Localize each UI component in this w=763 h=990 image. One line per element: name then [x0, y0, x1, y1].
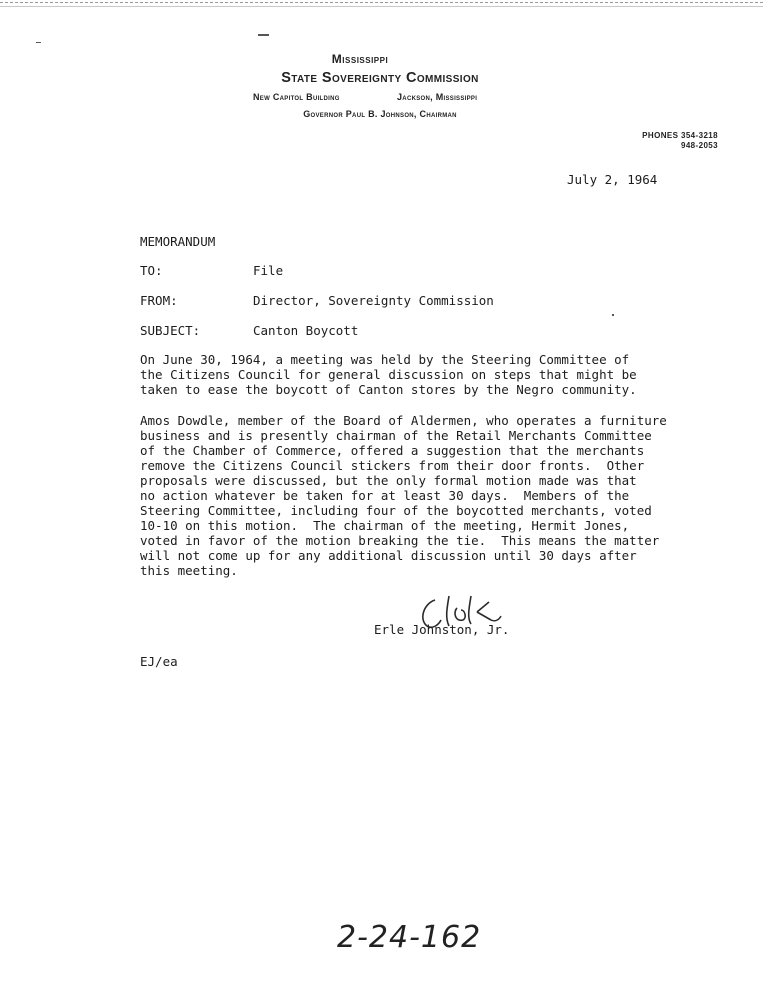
paragraph-line: 10-10 on this motion. The chairman of the meeting, Hermit Jones, — [140, 518, 630, 533]
letterhead-address-right: Jackson, Mississippi — [397, 92, 478, 102]
paragraph-line: remove the Citizens Council stickers from their door fronts. Other — [140, 458, 645, 473]
top-edge-dash-rule — [0, 2, 763, 3]
paragraph-line: taken to ease the boycott of Canton stores by the Negro community. — [140, 382, 637, 397]
paragraph-line: this meeting. — [140, 563, 238, 578]
signature-name: Erle Johnston, Jr. — [374, 622, 510, 637]
paragraph-line: proposals were discussed, but the only formal motion made was that — [140, 473, 637, 488]
subject-value: Canton Boycott — [253, 323, 359, 338]
letterhead-phones — [600, 131, 718, 151]
letterhead-state: Mississippi — [331, 52, 389, 66]
to-label: TO: — [140, 263, 163, 278]
scan-mark — [36, 42, 41, 43]
phones-line-2: 948-2053 — [680, 141, 718, 150]
body-paragraph-2 — [140, 413, 667, 578]
letterhead-address-left: New Capitol Building — [253, 92, 340, 102]
paragraph-line: On June 30, 1964, a meeting was held by the Steering Committee of — [140, 352, 630, 367]
from-value: Director, Sovereignty Commission — [253, 293, 494, 308]
paragraph-line: Amos Dowdle, member of the Board of Aldermen, who operates a furniture — [140, 413, 667, 428]
paragraph-line: business and is presently chairman of the Retail Merchants Committee — [140, 428, 652, 443]
subject-label: SUBJECT: — [140, 323, 201, 338]
phones-line-1: PHONES 354-3218 — [642, 131, 718, 140]
from-label: FROM: — [140, 293, 178, 308]
paragraph-line: voted in favor of the motion breaking the tie. This means the matter — [140, 533, 660, 548]
scan-mark — [612, 314, 614, 316]
memo-heading: MEMORANDUM — [140, 234, 216, 249]
paragraph-line: Steering Committee, including four of the boycotted merchants, voted — [140, 503, 652, 518]
typist-initials: EJ/ea — [140, 654, 178, 669]
body-paragraph-1 — [140, 352, 637, 397]
paragraph-line: no action whatever be taken for at least 30 days. Members of the — [140, 488, 630, 503]
to-value: File — [253, 263, 284, 278]
scan-mark — [258, 34, 269, 36]
handwritten-file-number: 2-24-162 — [337, 920, 482, 955]
memo-date: July 2, 1964 — [567, 172, 658, 187]
paragraph-line: will not come up for any additional discussion until 30 days after — [140, 548, 637, 563]
top-edge-rule — [0, 6, 763, 7]
letterhead-agency: State Sovereignty Commission — [281, 70, 479, 86]
paragraph-line: of the Chamber of Commerce, offered a suggestion that the merchants — [140, 443, 645, 458]
paragraph-line: the Citizens Council for general discussion on steps that might be — [140, 367, 637, 382]
letterhead-governor: Governor Paul B. Johnson, Chairman — [303, 109, 457, 119]
